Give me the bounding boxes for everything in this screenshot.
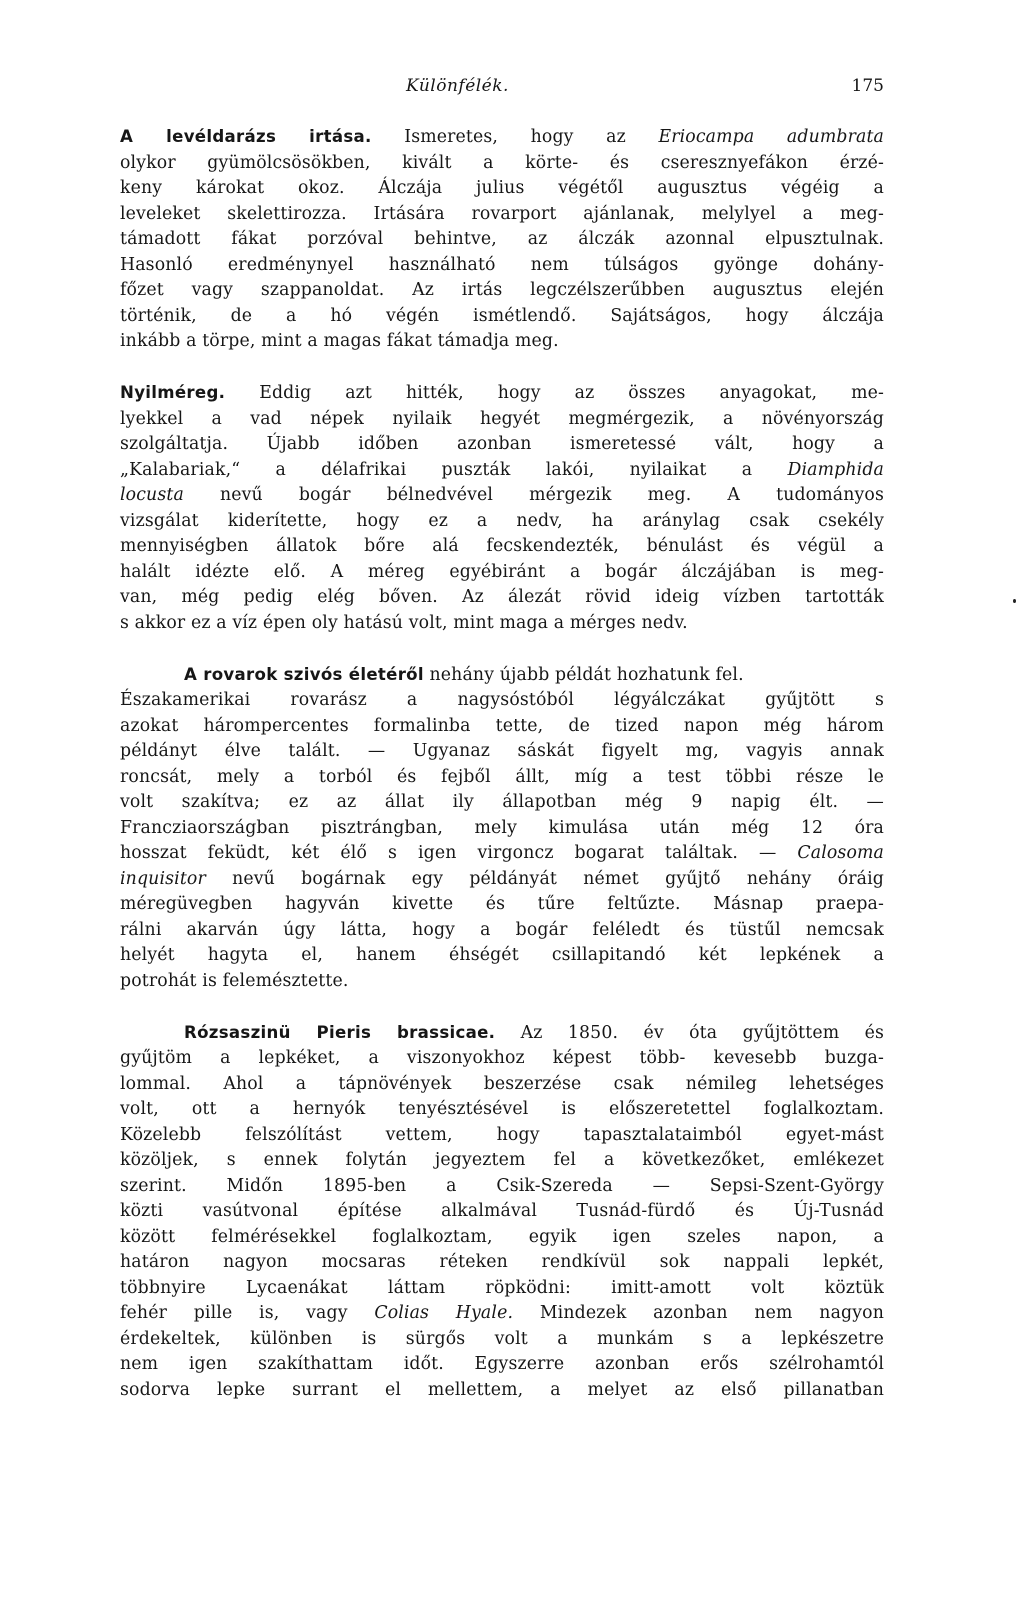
- species-name: Diamphida: [787, 459, 884, 480]
- body-text: [120, 124, 884, 1403]
- text-line: lyekkel a vad népek nyilaik hegyét megmérgezik, a növényország: [120, 408, 884, 429]
- text-run: nehány újabb példát hozhatunk fel.: [423, 664, 744, 685]
- text-line: főzet vagy szappanoldat. Az irtás legczélszerűbben augusztus elején: [120, 280, 884, 300]
- species-name: inquisitor: [120, 868, 206, 889]
- text-line: halált idézte elő. A méreg egyébiránt a bogár álczájában is meg-: [120, 561, 884, 582]
- page-number: 175: [851, 76, 884, 96]
- text-line: keny károkat okoz. Álczája julius végétől augusztus végéig a: [120, 178, 884, 198]
- paragraph-pieris: [120, 1020, 884, 1404]
- text-line: rálni akarván úgy látta, hogy a bogár feléledt és tüstűl nemcsak: [120, 919, 884, 940]
- text-line: gyűjtöm a lepkéket, a viszonyokhoz képest több- kevesebb buzga-: [120, 1048, 884, 1068]
- species-name: Calosoma: [797, 843, 884, 863]
- text-run: Az 1850. év óta gyűjtöttem és: [495, 1022, 885, 1043]
- text-line: s akkor ez a víz épen oly hatású volt, mint maga a mérges nedv.: [120, 612, 688, 633]
- text-line: [120, 1301, 884, 1327]
- text-line: volt szakítva; ez az állat ily állapotban még 9 napig élt. —: [120, 792, 884, 812]
- text-line: között felmérésekkel foglalkoztam, egyik igen szeles napon, a: [120, 1226, 884, 1247]
- text-line: Közelebb felszólítást vettem, hogy tapasztalataimból egyet-mást: [120, 1124, 884, 1145]
- paragraph-rovarok: [120, 662, 884, 995]
- text-line: méregüvegben hagyván kivette és tűre feltűzte. Másnap praepa-: [120, 894, 884, 914]
- text-run: nevű bogárnak egy példányát német gyűjtő nehány óráig: [205, 868, 884, 889]
- text-line: példányt élve talált. — Ugyanaz sáskát figyelt mg, vagyis annak: [120, 741, 884, 761]
- species-name: Colias Hyale.: [374, 1303, 514, 1323]
- text-line: határon nagyon mocsaras réteken rendkívül sok nappali lepkét,: [120, 1252, 884, 1272]
- text-line: közöljek, s ennek folytán jegyeztem fel a következőket, emlékezet: [120, 1150, 884, 1170]
- text-line: [120, 867, 884, 893]
- section-heading: A rovarok szivós életéről: [184, 664, 424, 684]
- text-run: Eddig azt hitték, hogy az összes anyagokat, me-: [225, 383, 884, 403]
- text-line: inkább a törpe, mint a magas fákat támadja meg.: [120, 331, 559, 351]
- text-run: nevű bogár bélnedvével mérgezik meg. A tudományos: [183, 485, 884, 505]
- text-run: fehér pille is, vagy: [120, 1303, 375, 1323]
- text-line: [120, 380, 884, 407]
- text-line: nem igen szakíthattam időt. Egyszerre azonban erős szélrohamtól: [120, 1354, 884, 1374]
- text-line: [120, 483, 884, 509]
- text-line: leveleket skelettirozza. Irtására rovarport ajánlanak, melylyel a meg-: [120, 203, 884, 224]
- text-line: Hasonló eredménynyel használható nem túlságos gyönge dohány-: [120, 254, 884, 275]
- text-line: van, még pedig elég bőven. Az álezát rövid ideig vízben tartották: [120, 587, 884, 607]
- species-name: locusta: [120, 485, 184, 505]
- text-line: lommal. Ahol a tápnövények beszerzése csak némileg lehetséges: [120, 1073, 884, 1094]
- text-run: „Kalabariak,“ a délafrikai puszták lakói, nyilaikat a: [120, 459, 788, 480]
- text-line: szerint. Midőn 1895-ben a Csik-Szereda — Sepsi-Szent-György: [120, 1175, 884, 1196]
- text-line: roncsát, mely a torból és fejből állt, míg a test többi része le: [120, 766, 884, 787]
- text-line: érdekeltek, különben is sürgős volt a munkám s a lepkészetre: [120, 1328, 884, 1349]
- text-line: mennyiségben állatok bőre alá fecskendezték, bénulást és végül a: [120, 536, 884, 556]
- text-line: többnyire Lycaenákat láttam röpködni: imitt-amott volt köztük: [120, 1277, 884, 1298]
- text-line: Északamerikai rovarász a nagysóstóból légyálczákat gyűjtött s: [120, 690, 884, 710]
- text-run: Ismeretes, hogy az: [371, 127, 659, 147]
- section-heading: A levéldarázs irtása.: [120, 127, 372, 146]
- text-line: [120, 841, 884, 867]
- text-line: [120, 662, 884, 689]
- running-head: Különfélék.: [406, 76, 509, 96]
- species-name: Eriocampa adumbrata: [658, 127, 885, 147]
- text-line: szolgáltatja. Újabb időben azonban ismeretessé vált, hogy a: [120, 434, 884, 454]
- text-line: volt, ott a hernyók tenyésztésével is előszeretettel foglalkoztam.: [120, 1099, 884, 1119]
- text-run: Mindezek azonban nem nagyon: [513, 1303, 884, 1323]
- text-line: potrohát is felemésztette.: [120, 970, 349, 991]
- text-line: sodorva lepke surrant el mellettem, a melyet az első pillanatban: [120, 1379, 884, 1400]
- margin-speck: [1013, 599, 1016, 603]
- text-run: hosszat feküdt, két élő s igen virgoncz bogarat találtak. —: [120, 843, 798, 863]
- section-heading: Rózsaszinü Pieris brassicae.: [184, 1022, 496, 1042]
- section-heading: Nyilméreg.: [120, 383, 226, 402]
- paragraph-leveldarazs: [120, 124, 884, 355]
- paragraph-nyilmereg: [120, 380, 884, 636]
- text-line: olykor gyümölcsösökben, kivált a körte- és cseresznyefákon érzé-: [120, 152, 884, 173]
- page-header: [120, 72, 884, 102]
- text-line: helyét hagyta el, hanem éhségét csillapitandó két lepkének a: [120, 945, 884, 965]
- text-line: [120, 124, 884, 151]
- text-line: közti vasútvonal építése alkalmával Tusnád-fürdő és Új-Tusnád: [120, 1201, 884, 1221]
- text-line: [120, 1020, 884, 1047]
- text-line: Francziaországban pisztrángban, mely kimulása után még 12 óra: [120, 817, 884, 838]
- text-line: azokat hárompercentes formalinba tette, de tized napon még három: [120, 715, 884, 736]
- text-line: támadott fákat porzóval behintve, az álczák azonnal elpusztulnak.: [120, 229, 884, 249]
- text-line: vizsgálat kiderítette, hogy ez a nedv, ha aránylag csak csekély: [120, 510, 884, 531]
- text-line: történik, de a hó végén ismétlendő. Sajátságos, hogy álczája: [120, 305, 884, 326]
- text-line: [120, 458, 884, 484]
